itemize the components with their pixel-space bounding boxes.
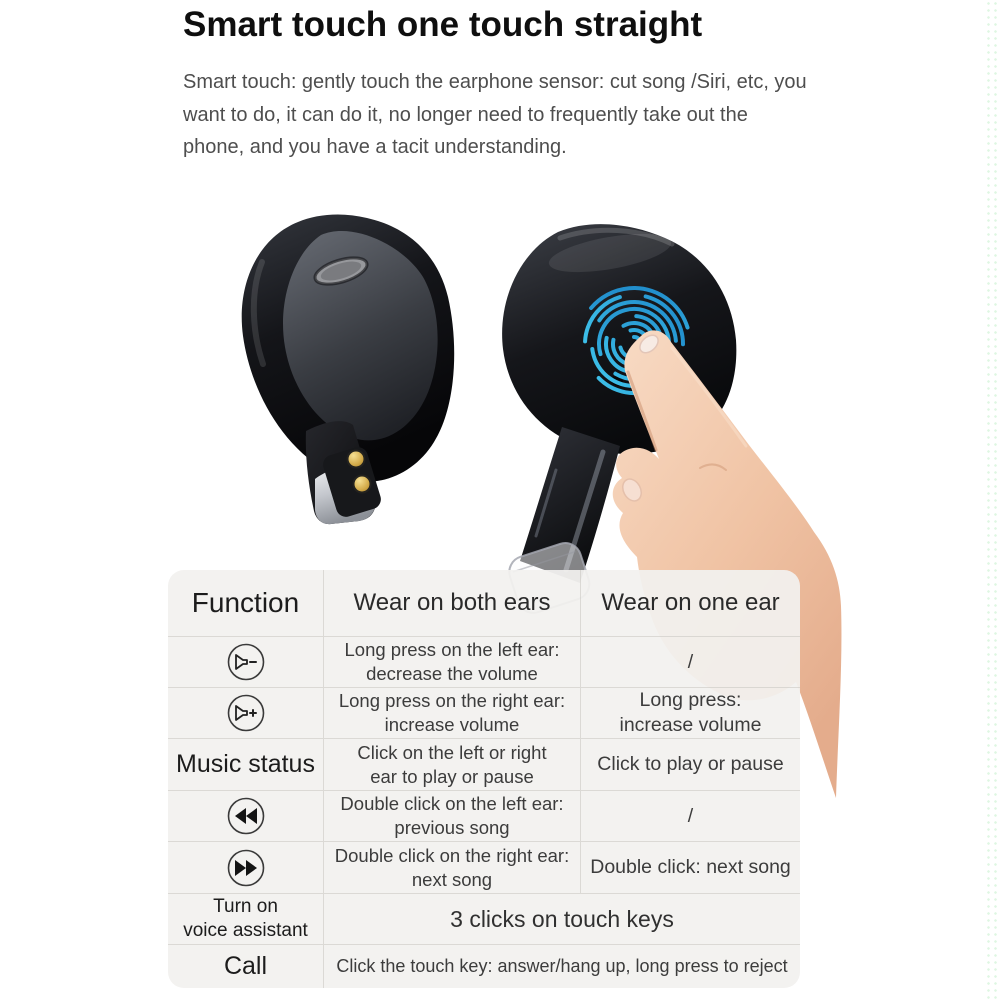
table-row-label: Music status — [168, 738, 323, 790]
table-row-merged-cell: 3 clicks on touch keys — [323, 893, 800, 944]
previous-song-icon — [226, 796, 266, 836]
table-row-cell — [168, 841, 323, 893]
page-title: Smart touch one touch straight — [183, 5, 703, 44]
table-row-cell: Long press on the right ear: increase volume — [323, 687, 580, 738]
table-row-merged-cell: Click the touch key: answer/hang up, long press to reject — [323, 944, 800, 988]
table-row-cell: Long press on the left ear: decrease the volume — [323, 636, 580, 687]
volume-down-icon — [226, 642, 266, 682]
next-song-icon — [226, 848, 266, 888]
volume-up-icon — [226, 693, 266, 733]
page-description: Smart touch: gently touch the earphone sensor: cut song /Siri, etc, you want to do, it can do it, no longer need to frequently take out the phone, and you have a tacit understanding. — [183, 71, 807, 158]
table-row-cell: / — [580, 790, 800, 841]
table-row-cell: Click to play or pause — [580, 738, 800, 790]
table-row-cell: Click on the left or right ear to play or pause — [323, 738, 580, 790]
table-row-cell — [168, 790, 323, 841]
table-header-function: Function — [191, 587, 300, 618]
table-row-cell: Double click on the right ear: next song — [323, 841, 580, 893]
table-row-cell — [168, 636, 323, 687]
table-row-label: Call — [168, 944, 323, 988]
table-row-cell: / — [580, 636, 800, 687]
table-row-cell: Double click: next song — [580, 841, 800, 893]
left-earbud — [242, 215, 454, 525]
table-row-label: Turn on voice assistant — [168, 893, 323, 944]
table-header-both-ears: Wear on both ears — [323, 570, 580, 636]
charging-contact — [348, 451, 365, 468]
table-row-cell: Long press: increase volume — [580, 687, 800, 738]
table-row-cell — [168, 687, 323, 738]
charging-contact — [354, 476, 371, 493]
table-row-cell: Double click on the left ear: previous song — [323, 790, 580, 841]
function-table — [168, 570, 800, 988]
table-header-one-ear: Wear on one ear — [580, 570, 800, 636]
